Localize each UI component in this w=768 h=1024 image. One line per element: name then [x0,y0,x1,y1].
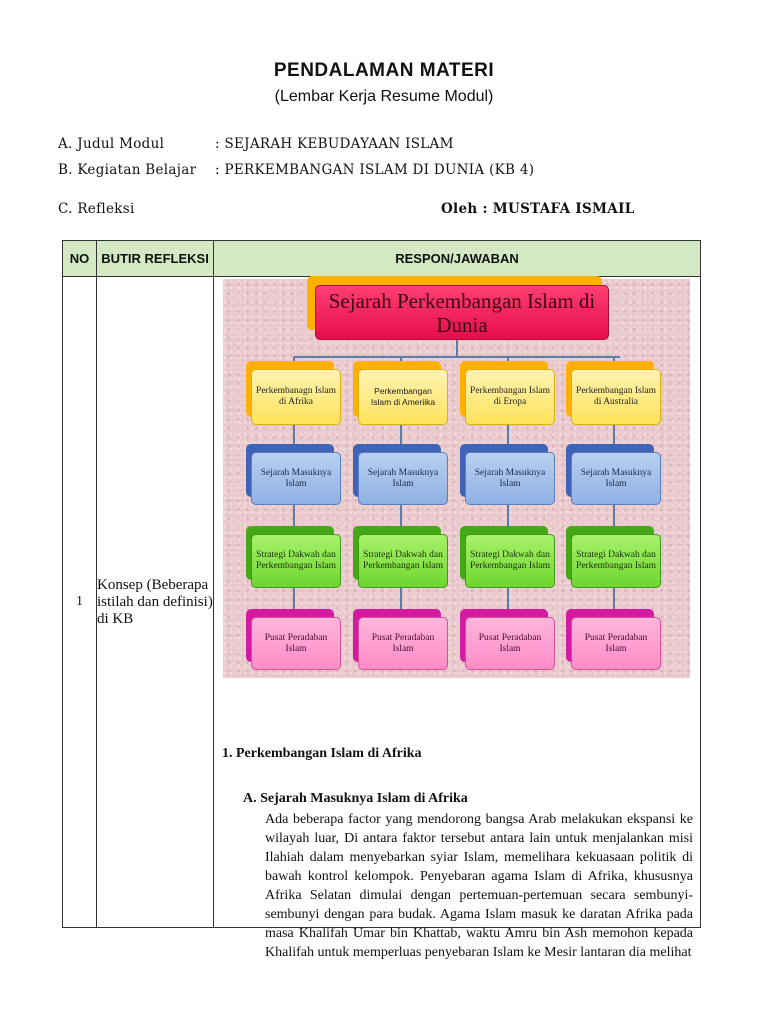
section-paragraph: Ada beberapa factor yang mendorong bangsa Arab melakukan ekspansi ke wilayah luar, Di antara faktor tersebut antara lain untuk menjalankan misi Ilahiah dalam menyebarkan syiar Islam, memelihara kekuasaan politik di bawah kontrol kelompok. Penyebaran agama Islam di Afrika, khususnya Afrika Selatan dimulai dengan pertemuan-pertemuan secara sembunyi-sembunyi dengan para budak. Agama Islam masuk ke daratan Afrika pada masa Khalifah Umar bin Khattab, waktu Amru bin Ash memohon kepada Khalifah untuk memperluas penyebaran Islam ke Mesir lantaran dia melihat [265,812,693,960]
row-response [214,277,701,960]
kegiatan-belajar-label: B. Kegiatan Belajar [58,162,197,178]
diagram-node-sejarah-3: Sejarah Masuknya Islam [465,452,555,505]
col-respon-header: RESPON/JAWABAN [214,241,701,277]
judul-modul-label: A. Judul Modul [58,136,165,152]
subsection-heading: A. Sejarah Masuknya Islam di Afrika [243,791,468,806]
table-header-row [63,241,701,277]
diagram-node-sejarah-4: Sejarah Masuknya Islam [571,452,661,505]
judul-modul-value: : SEJARAH KEBUDAYAAN ISLAM [215,136,454,152]
diagram-node-title-2: Perkembangan Islam di Ameriika [358,369,448,425]
diagram-node-sejarah-1: Sejarah Masuknya Islam [251,452,341,505]
diagram-root-node: Sejarah Perkembangan Islam di Dunia [315,285,609,340]
diagram-node-title-1: Perkembanagn Islam di Afrika [251,369,341,425]
diagram-node-strategi-2: Strategi Dakwah dan Perkembangan Islam [358,534,448,588]
refleksi-label: C. Refleksi [58,201,135,217]
judul-modul-row [58,136,454,152]
diagram-node-strategi-1: Strategi Dakwah dan Perkembangan Islam [251,534,341,588]
reflection-table [62,240,701,960]
diagram-node-pusat-2: Pusat Peradaban Islam [358,617,448,670]
col-butir-header: BUTIR REFLEKSI [97,241,214,277]
diagram-node-title-3: Perkembangan Islam di Eropa [465,369,555,425]
table-row [63,277,701,928]
diagram-node-pusat-4: Pusat Peradaban Islam [571,617,661,670]
diagram-node-pusat-1: Pusat Peradaban Islam [251,617,341,670]
page-subtitle: (Lembar Kerja Resume Modul) [274,88,494,105]
diagram-node-sejarah-2: Sejarah Masuknya Islam [358,452,448,505]
concept-diagram [223,279,690,678]
section-heading: 1. Perkembangan Islam di Afrika [222,746,422,761]
diagram-node-title-4: Perkembangan Islam di Australia [571,369,661,425]
kegiatan-belajar-value: : PERKEMBANGAN ISLAM DI DUNIA (KB 4) [215,162,535,178]
author: Oleh : MUSTAFA ISMAIL [441,201,635,217]
row-butir: Konsep (Beberapa istilah dan definisi) di KB [97,277,214,928]
row-number: 1 [63,277,97,928]
diagram-node-pusat-3: Pusat Peradaban Islam [465,617,555,670]
diagram-node-strategi-3: Strategi Dakwah dan Perkembangan Islam [465,534,555,588]
col-no-header: NO [63,241,97,277]
kegiatan-belajar-row [58,162,534,178]
diagram-node-strategi-4: Strategi Dakwah dan Perkembangan Islam [571,534,661,588]
page-title: PENDALAMAN MATERI [273,60,495,81]
